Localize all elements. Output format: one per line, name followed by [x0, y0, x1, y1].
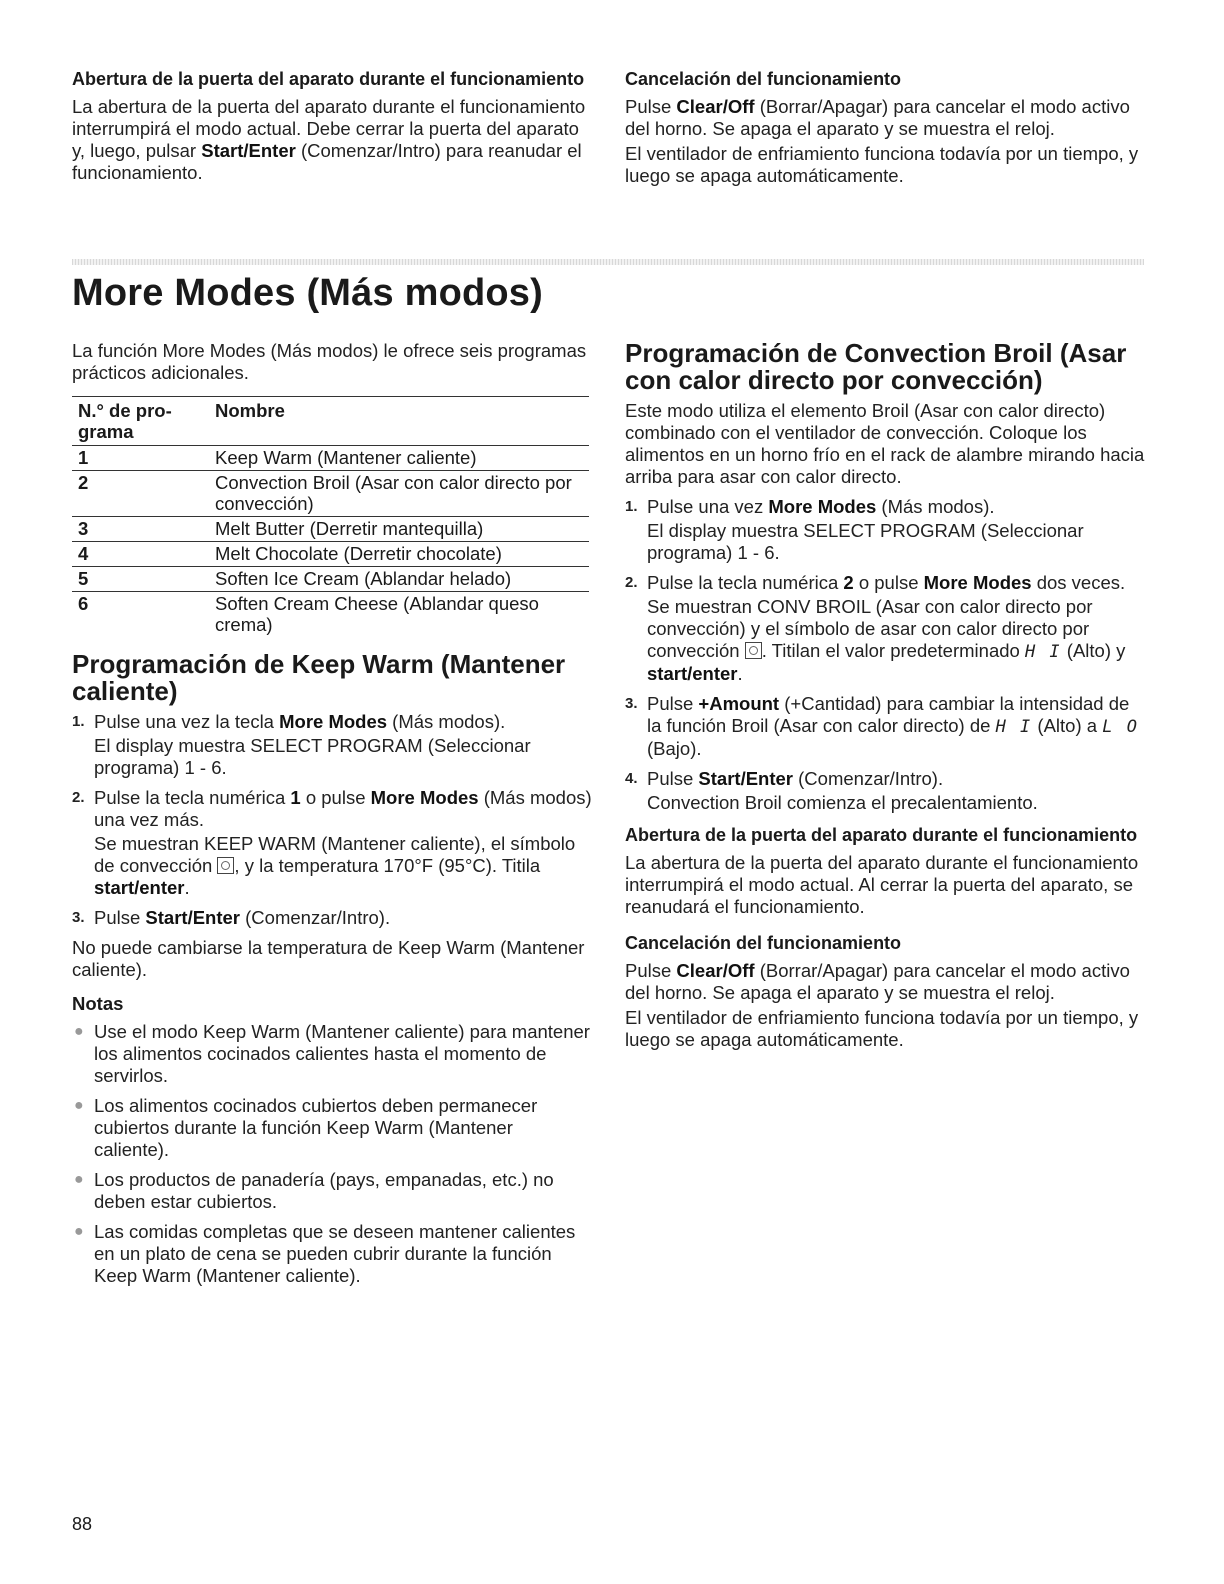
list-item: 1. Pulse una vez More Modes (Más modos). El display muestra SELECT PROGRAM (Seleccionar programa) 1 - 6. [625, 496, 1084, 563]
top-right-section [625, 68, 1145, 190]
top-left-section [72, 68, 592, 187]
list-item: ● Los alimentos cocinados cubiertos deben permanecer cubiertos durante la función Keep Warm (Mantener caliente). [74, 1095, 538, 1160]
list-item: 3. Pulse Start/Enter (Comenzar/Intro). [72, 907, 391, 928]
program-table [72, 396, 589, 637]
cancel-fan-text-2: El ventilador de enfriamiento funciona todavía por un tiempo, y luego se apaga automáticamente. [625, 1007, 1139, 1050]
list-item: 1. Pulse una vez la tecla More Modes (Más modos). El display muestra SELECT PROGRAM (Seleccionar programa) 1 - 6. [72, 711, 531, 778]
page-title: More Modes (Más modos) [72, 272, 543, 314]
convection-broil-intro: Este modo utiliza el elemento Broil (Asar con calor directo) combinado con el ventilador de convección. Coloque los alimentos en un horno frío en el rack de alambre mirando hacia arriba para asar con calor directo. [625, 400, 1145, 487]
bullet-icon: ● [74, 1171, 84, 1188]
keep-warm-note: No puede cambiarse la temperatura de Keep Warm (Mantener caliente). [72, 937, 585, 980]
table-row: 5 Soften Ice Cream (Ablandar helado) [72, 567, 589, 592]
list-item: 2. Pulse la tecla numérica 2 o pulse More Modes dos veces. Se muestran CONV BROIL (Asar con calor directo por convección) y el símbolo de asar con calor directo por convección . Titilan el valor predeterminado H I (Alto) y start/enter. [625, 572, 1126, 684]
convection-broil-heading: Programación de Convection Broil (Asar con calor directo por convección) [625, 338, 1127, 395]
display-high: H I [1024, 642, 1062, 662]
table-row: 4 Melt Chocolate (Derretir chocolate) [72, 542, 589, 567]
list-item: 2. Pulse la tecla numérica 1 o pulse More Modes (Más modos) una vez más. Se muestran KEEP WARM (Mantener caliente), el símbolo de convección , y la temperatura 170°F (95°C). Titila start/enter. [72, 787, 592, 898]
notes-list [72, 1021, 592, 1287]
display-low: L O [1102, 717, 1139, 737]
right-column [625, 340, 1145, 1054]
list-item: ● Los productos de panadería (pays, empanadas, etc.) no deben estar cubiertos. [74, 1169, 554, 1212]
table-row: 1 Keep Warm (Mantener caliente) [72, 446, 589, 471]
convection-broil-steps [625, 496, 1145, 814]
table-row: 3 Melt Butter (Derretir mantequilla) [72, 517, 589, 542]
cancel-text: Pulse Clear/Off (Borrar/Apagar) para cancelar el modo activo del horno. Se apaga el aparato y se muestra el reloj. [625, 96, 1130, 139]
door-open-text-2: La abertura de la puerta del aparato durante el funcionamiento interrumpirá el modo actual. Al cerrar la puerta del aparato, se reanudará el funcionamiento. [625, 852, 1139, 917]
door-open-text: La abertura de la puerta del aparato durante el funcionamiento interrumpirá el modo actual. Debe cerrar la puerta del aparato y, luego, pulsar Start/Enter (Comenzar/Intro) para reanudar el funcionamiento. [72, 96, 586, 183]
list-item: ● Las comidas completas que se deseen mantener calientes en un plato de cena se pueden cubrir durante la función Keep Warm (Mantener caliente). [74, 1221, 576, 1286]
page-number: 88 [72, 1514, 93, 1534]
display-high: H I [995, 717, 1033, 737]
door-open-heading: Abertura de la puerta del aparato durante el funcionamiento [72, 69, 585, 89]
table-row: 2 Convection Broil (Asar con calor directo por convección) [72, 471, 589, 517]
table-header-name: Nombre [215, 397, 589, 446]
bullet-icon: ● [74, 1097, 84, 1114]
cancel-heading-2: Cancelación del funcionamiento [625, 933, 902, 953]
list-item: ● Use el modo Keep Warm (Mantener caliente) para mantener los alimentos cocinados calientes hasta el momento de servirlos. [74, 1021, 590, 1086]
left-column [72, 340, 592, 1295]
section-divider [72, 259, 1144, 265]
bullet-icon: ● [74, 1223, 84, 1240]
list-item: 4. Pulse Start/Enter (Comenzar/Intro). Convection Broil comienza el precalentamiento. [625, 768, 1038, 813]
cancel-fan-text: El ventilador de enfriamiento funciona todavía por un tiempo, y luego se apaga automáticamente. [625, 143, 1139, 186]
keep-warm-heading: Programación de Keep Warm (Mantener caliente) [72, 649, 566, 706]
convection-icon [217, 857, 234, 874]
table-header-number: N.° de pro- grama [72, 397, 215, 446]
notes-heading: Notas [72, 993, 124, 1014]
table-row: 6 Soften Cream Cheese (Ablandar queso crema) [78, 593, 539, 635]
intro-text: La función More Modes (Más modos) le ofrece seis programas prácticos adicionales. [72, 340, 587, 383]
keep-warm-steps [72, 711, 592, 929]
list-item: 3. Pulse +Amount (+Cantidad) para cambiar la intensidad de la función Broil (Asar con calor directo) de H I (Alto) a L O (Bajo). [625, 693, 1139, 759]
door-open-heading-2: Abertura de la puerta del aparato durante el funcionamiento [625, 825, 1138, 845]
cancel-heading: Cancelación del funcionamiento [625, 69, 902, 89]
bullet-icon: ● [74, 1023, 84, 1040]
cancel-text-2: Pulse Clear/Off (Borrar/Apagar) para cancelar el modo activo del horno. Se apaga el aparato y se muestra el reloj. [625, 960, 1130, 1003]
convection-broil-icon [745, 642, 762, 659]
